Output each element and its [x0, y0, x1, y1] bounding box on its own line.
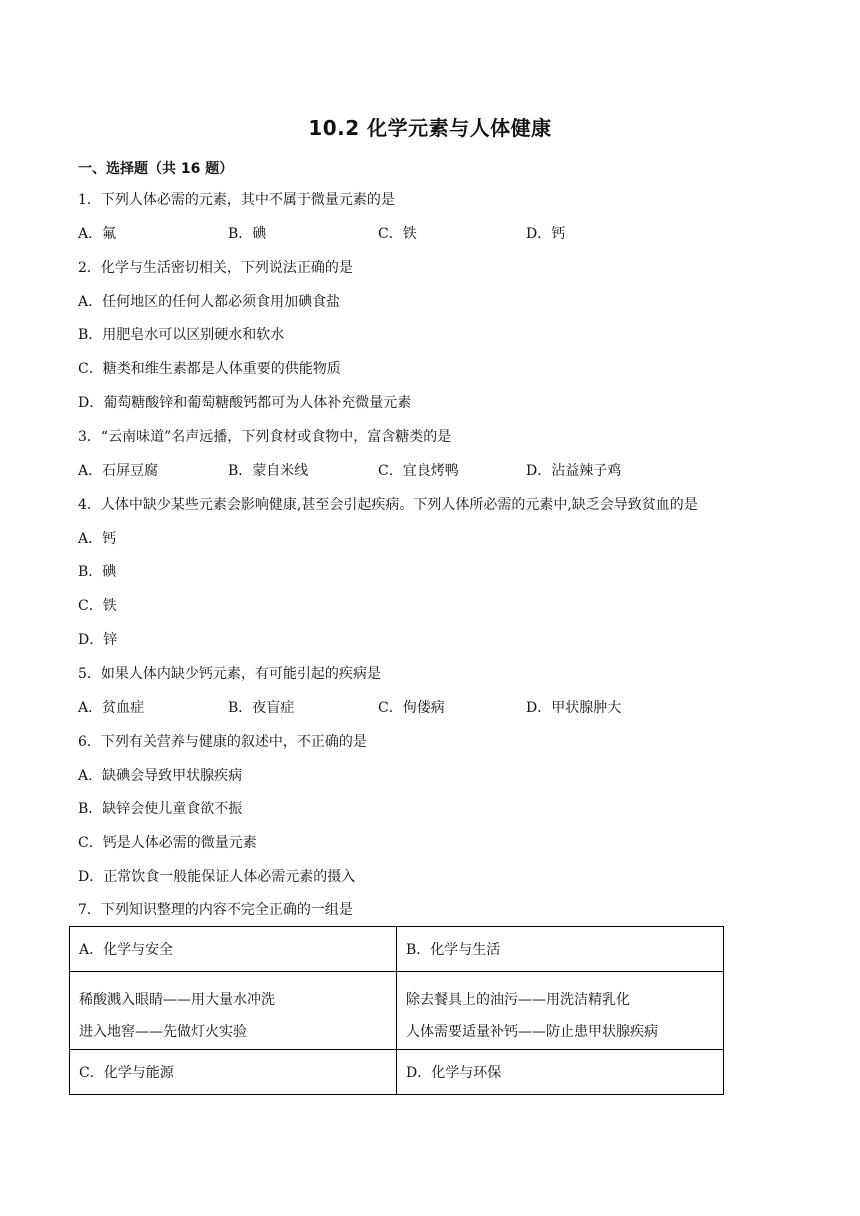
q5-option-a: A．贫血症	[78, 700, 145, 716]
question-5-stem: 5．如果人体内缺少钙元素，有可能引起的疾病是	[78, 666, 381, 682]
knowledge-table	[69, 926, 724, 1095]
cell-d-heading: D．化学与环保	[397, 1050, 724, 1095]
q4-option-d: D．锌	[78, 632, 118, 648]
table-row	[70, 972, 724, 1050]
question-2-stem: 2．化学与生活密切相关，下列说法正确的是	[78, 260, 353, 276]
q2-option-d: D．葡萄糖酸锌和葡萄糖酸钙都可为人体补充微量元素	[78, 395, 412, 411]
q5-option-c: C．佝偻病	[378, 700, 445, 716]
cell-c-heading: C．化学与能源	[70, 1050, 397, 1095]
question-7-stem: 7．下列知识整理的内容不完全正确的一组是	[78, 902, 353, 918]
q4-option-a: A．钙	[78, 531, 117, 547]
question-6-stem: 6．下列有关营养与健康的叙述中，不正确的是	[78, 734, 367, 750]
q1-option-a: A．氟	[78, 226, 117, 242]
q5-option-b: B．夜盲症	[228, 700, 295, 716]
q1-option-c: C．铁	[378, 226, 417, 242]
cell-b-line-1: 除去餐具上的油污——用洗洁精乳化	[406, 992, 630, 1008]
page-title: 10.2 化学元素与人体健康	[308, 116, 552, 140]
cell-b-line-2: 人体需要适量补钙——防止患甲状腺疾病	[406, 1024, 658, 1040]
q6-option-a: A．缺碘会导致甲状腺疾病	[78, 768, 243, 784]
table-row	[70, 1050, 724, 1095]
q6-option-b: B．缺锌会使儿童食欲不振	[78, 801, 243, 817]
question-4-stem: 4．人体中缺少某些元素会影响健康,甚至会引起疾病。下列人体所必需的元素中,缺乏会导致贫血的是	[78, 497, 698, 513]
table-row	[70, 927, 724, 972]
q5-option-d: D．甲状腺肿大	[526, 700, 622, 716]
question-3-stem: 3．“云南味道”名声远播，下列食材或食物中，富含糖类的是	[78, 429, 452, 445]
cell-b-heading: B．化学与生活	[397, 927, 724, 972]
cell-a-line-2: 进入地窖——先做灯火实验	[79, 1024, 247, 1040]
q2-option-b: B．用肥皂水可以区别硬水和软水	[78, 327, 285, 343]
q6-option-c: C．钙是人体必需的微量元素	[78, 835, 257, 851]
section-heading: 一、选择题（共 16 题）	[78, 161, 234, 177]
q4-option-c: C．铁	[78, 598, 117, 614]
q3-option-a: A．石屏豆腐	[78, 463, 159, 479]
cell-b-content	[397, 972, 724, 1050]
question-1-stem: 1．下列人体必需的元素，其中不属于微量元素的是	[78, 192, 395, 208]
q1-option-d: D．钙	[526, 226, 566, 242]
q3-option-c: C．宜良烤鸭	[378, 463, 459, 479]
cell-a-line-1: 稀酸溅入眼睛——用大量水冲洗	[79, 992, 275, 1008]
q2-option-c: C．糖类和维生素都是人体重要的供能物质	[78, 361, 341, 377]
q3-option-d: D．沾益辣子鸡	[526, 463, 622, 479]
cell-a-content	[70, 972, 397, 1050]
q6-option-d: D．正常饮食一般能保证人体必需元素的摄入	[78, 869, 356, 885]
q2-option-a: A．任何地区的任何人都必须食用加碘食盐	[78, 294, 341, 310]
q3-option-b: B．蒙自米线	[228, 463, 309, 479]
cell-a-heading: A．化学与安全	[70, 927, 397, 972]
q1-option-b: B．碘	[228, 226, 267, 242]
q4-option-b: B．碘	[78, 564, 117, 580]
